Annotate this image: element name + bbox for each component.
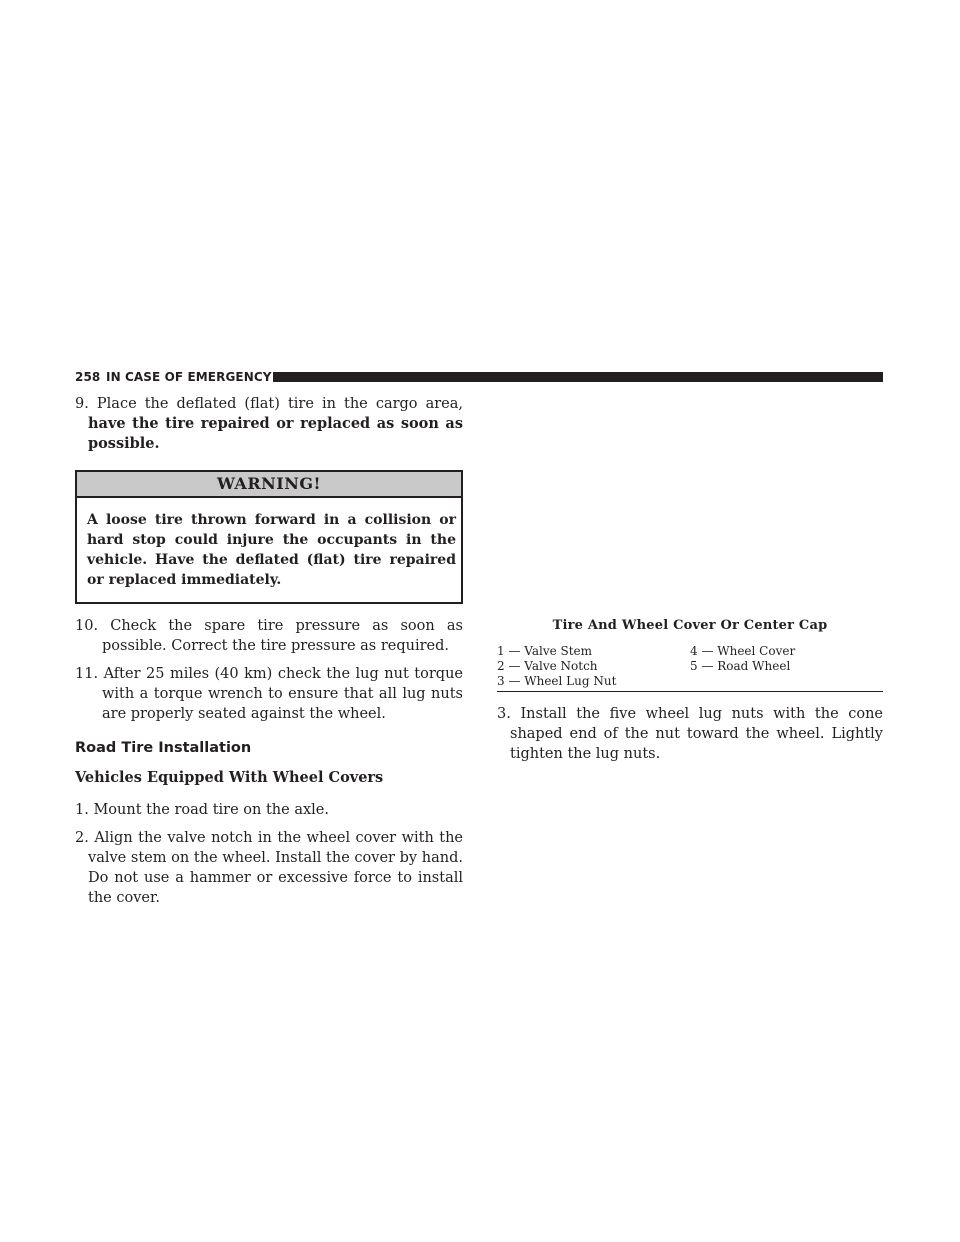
figure-legend [497,644,883,692]
header-rule [273,372,883,382]
section-heading: Road Tire Installation [75,740,252,756]
step-11 [75,664,463,724]
warning-title: WARNING! [77,472,461,498]
step-text: Check the spare tire pressure as soon as possible. Correct the tire pressure as required. [102,618,463,654]
step-3 [497,704,883,764]
step-text: Mount the road tire on the axle. [93,802,329,818]
step-number: 1. [75,802,89,818]
figure-caption: Tire And Wheel Cover Or Center Cap [552,618,828,633]
step-number: 2. [75,830,89,846]
step-1 [75,800,463,820]
step-text: Align the valve notch in the wheel cover with the valve stem on the wheel. Install the cover by hand. Do not use a hammer or excessive force to install the cover. [88,830,463,906]
warning-box [75,470,463,604]
left-column [75,394,463,916]
legend-item [690,674,883,689]
step-number: 11. [75,666,99,682]
page-number: 258 [75,370,101,384]
step-number: 9. [75,396,89,412]
legend-item: 2 — Valve Notch [497,659,598,673]
step-text: Install the five wheel lug nuts with the cone shaped end of the nut toward the wheel. Lightly tighten the lug nuts. [510,706,884,762]
figure-image-area [497,394,883,618]
legend-item: 3 — Wheel Lug Nut [497,674,617,688]
warning-text: A loose tire thrown forward in a collision or hard stop could injure the occupants in the vehicle. Have the deflated (flat) tire repaired or replaced immediately. [87,512,456,588]
step-text: Place the deflated (flat) tire in the cargo area, [96,396,463,412]
step-number: 10. [75,618,99,634]
legend-item: 1 — Valve Stem [497,644,593,658]
step-10 [75,616,463,656]
step-emphasis: have the tire repaired or replaced as soon as possible. [88,415,463,452]
page-header [75,370,883,384]
step-2 [75,828,463,908]
subsection-heading: Vehicles Equipped With Wheel Covers [75,769,384,786]
legend-item: 5 — Road Wheel [690,659,791,673]
legend-item: 4 — Wheel Cover [690,644,796,658]
step-text: After 25 miles (40 km) check the lug nut torque with a torque wrench to ensure that all lug nuts are properly seated against the wheel. [102,666,463,722]
right-column [497,394,883,772]
section-title: IN CASE OF EMERGENCY [106,370,272,384]
step-9 [75,394,463,454]
step-number: 3. [497,706,511,722]
